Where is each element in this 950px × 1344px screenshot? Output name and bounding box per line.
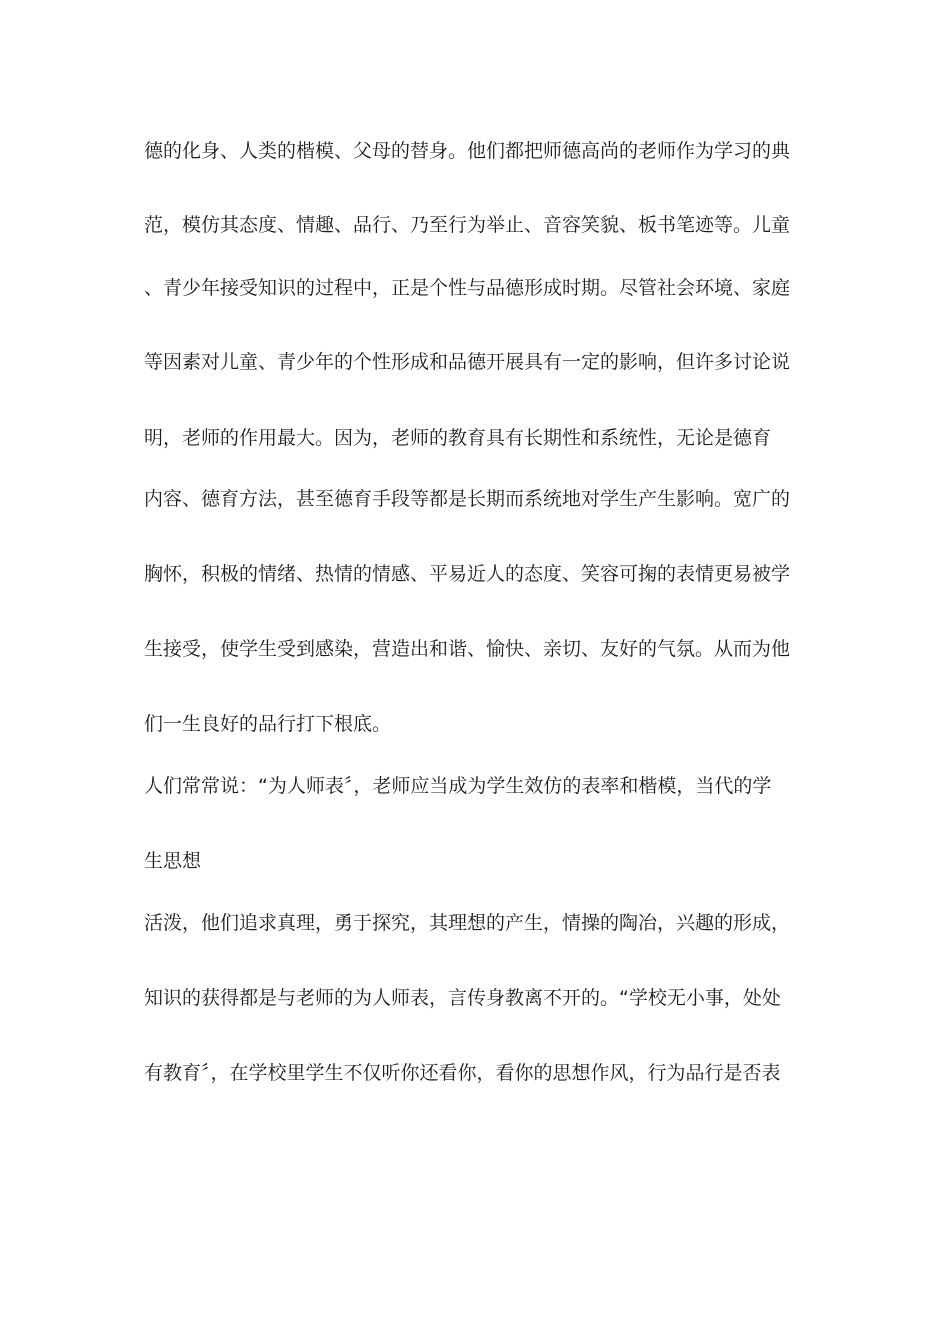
- text-line: 活泼，他们追求真理，勇于探究，其理想的产生，情操的陶冶，兴趣的形成，: [144, 912, 791, 934]
- text-line: 德的化身、人类的楷模、父母的替身。他们都把师德高尚的老师作为学习的典: [144, 140, 791, 162]
- text-line: 们一生良好的品行打下根底。: [144, 713, 392, 735]
- text-line: 等因素对儿童、青少年的个性形成和品德开展具有一定的影响，但许多讨论说: [144, 351, 791, 373]
- text-line: 人们常常说：“为人师表〞，老师应当成为学生效仿的表率和楷模，当代的学: [144, 775, 772, 797]
- text-line: 知识的获得都是与老师的为人师表，言传身教离不开的。“学校无小事，处处: [144, 987, 781, 1009]
- text-line: 生思想: [144, 850, 202, 872]
- text-line: 、青少年接受知识的过程中，正是个性与品德形成时期。尽管社会环境、家庭: [144, 277, 791, 299]
- text-line: 明，老师的作用最大。因为，老师的教育具有长期性和系统性，无论是德育: [144, 427, 772, 449]
- text-line: 胸怀，积极的情绪、热情的情感、平易近人的态度、笑容可掬的表情更易被学: [144, 563, 791, 585]
- text-line: 有教育〞，在学校里学生不仅听你还看你，看你的思想作风，行为品行是否表: [144, 1062, 781, 1084]
- text-line: 生接受，使学生受到感染，营造出和谐、愉快、亲切、友好的气氛。从而为他: [144, 638, 791, 660]
- text-line: 内容、德育方法，甚至德育手段等都是长期而系统地对学生产生影响。宽广的: [144, 488, 791, 510]
- text-line: 范，模仿其态度、情趣、品行、乃至行为举止、音容笑貌、板书笔迹等。儿童: [144, 214, 791, 236]
